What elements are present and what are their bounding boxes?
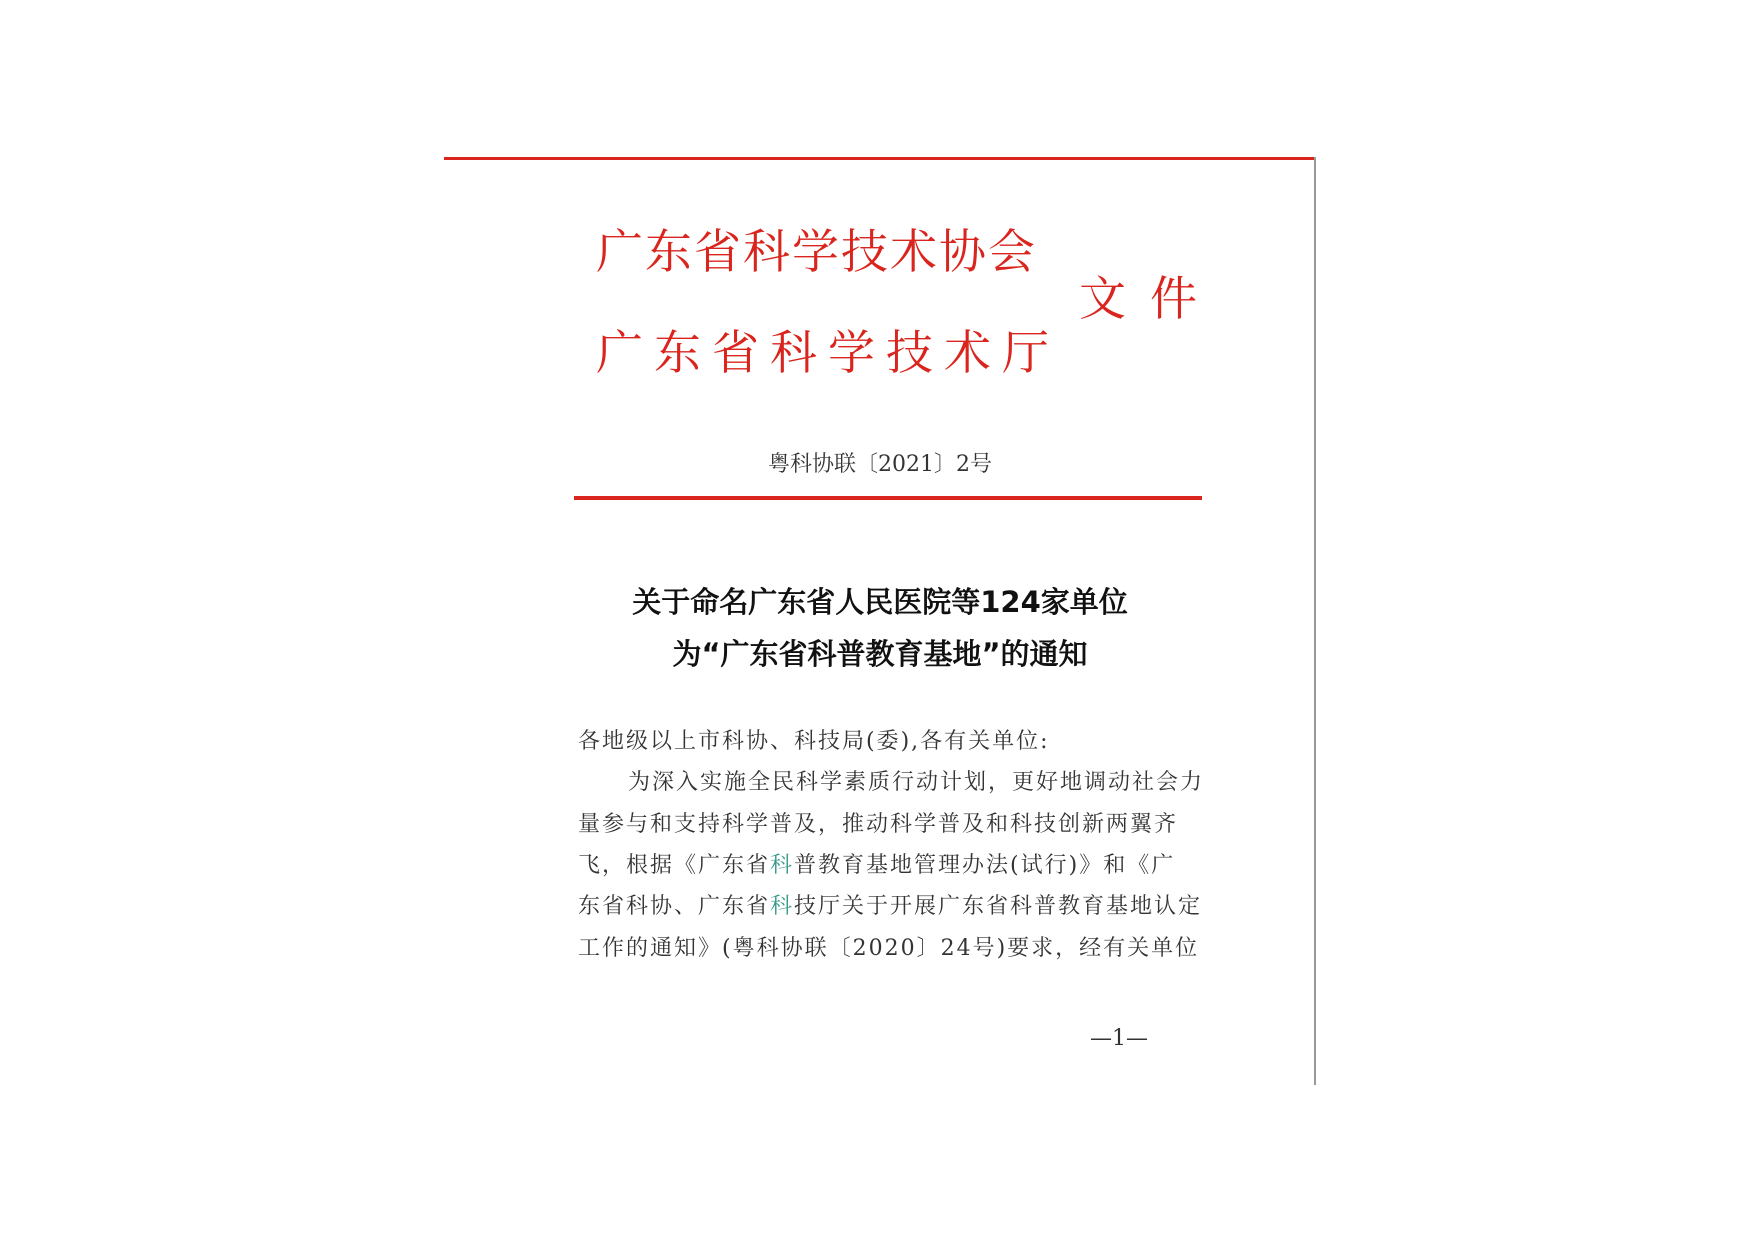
notice-title-line-1: 关于命名广东省人民医院等124家单位: [632, 585, 1128, 619]
top-red-rule: [444, 157, 1316, 160]
issuer-name-department: 广东省科学技术厅: [596, 326, 1060, 381]
body-line-4: [578, 892, 1203, 922]
body-line-1-text: 为深入实施全民科学素质行动计划，更好地调动社会力: [628, 770, 1205, 795]
salutation: 各地级以上市科协、科技局(委),各有关单位:: [578, 729, 1050, 754]
body-line-3-post: 普教育基地管理办法(试行)》和《广: [794, 853, 1176, 878]
document-type-label: 文件: [1079, 272, 1221, 327]
body-line-2: 量参与和支持科学普及，推动科学普及和科技创新两翼齐: [578, 812, 1179, 837]
body-line-1: [578, 768, 1205, 798]
body-line-3: [578, 851, 1198, 881]
body-line-4-pre: 东省科协、广东省: [578, 894, 771, 919]
body-line-5: 工作的通知》(粤科协联〔2020〕24号)要求，经有关单位: [578, 936, 1200, 961]
body-line-4-highlight: 科: [770, 894, 795, 919]
issuer-name-association: 广东省科学技术协会: [596, 225, 1037, 280]
document-number: 粤科协联〔2021〕2号: [768, 452, 992, 477]
page-number: —1—: [1090, 1026, 1148, 1051]
body-line-4-post: 技厅关于开展广东省科普教育基地认定: [794, 894, 1203, 919]
header-separator-rule: [574, 496, 1202, 500]
notice-title-line-2: 为“广东省科普教育基地”的通知: [672, 637, 1088, 671]
body-line-3-pre: 飞，根据《广东省: [578, 853, 771, 878]
page-right-border: [1314, 157, 1316, 1085]
body-line-3-highlight: 科: [770, 853, 795, 878]
